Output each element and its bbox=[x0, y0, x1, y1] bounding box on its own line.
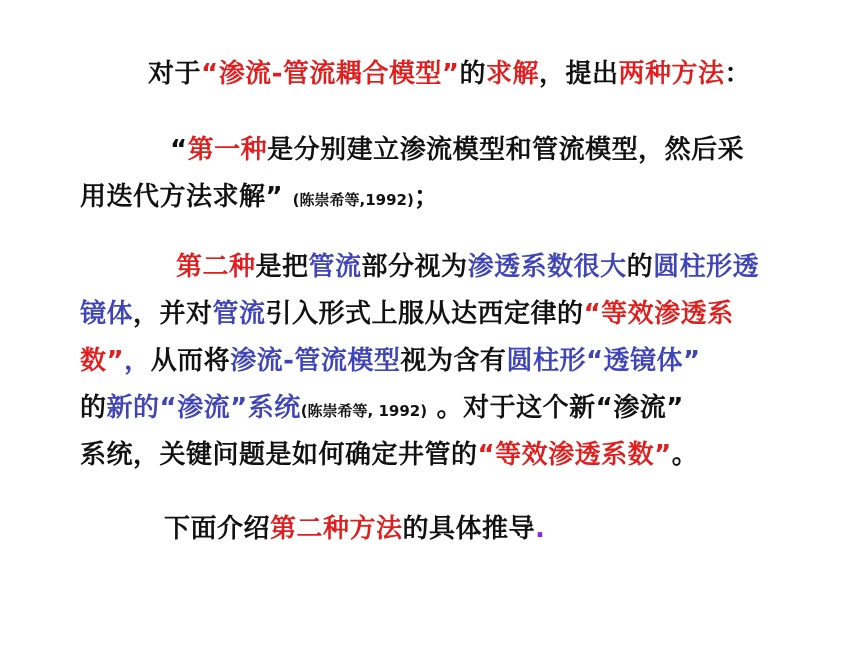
intro-colon: ： bbox=[724, 59, 752, 89]
intro-text: ，提出 bbox=[539, 59, 619, 89]
method2-text: 的 bbox=[80, 393, 107, 423]
equivalent-permeability-highlight: “等效渗透系 bbox=[583, 299, 734, 329]
coupled-model-highlight: 渗流-管流模型 bbox=[230, 346, 401, 376]
method2-line1 bbox=[176, 251, 759, 283]
method2-line4 bbox=[80, 392, 684, 427]
method2-line3 bbox=[80, 345, 701, 377]
lens-body-highlight: 镜体 bbox=[80, 299, 134, 329]
method2-end: 。 bbox=[671, 440, 699, 470]
comma-blue: ， bbox=[124, 346, 151, 376]
pipe-flow-highlight: 管流 bbox=[308, 252, 362, 282]
method1-end: ； bbox=[413, 182, 441, 212]
method2-text: 从而将 bbox=[150, 346, 231, 376]
method2-text: 是把 bbox=[255, 252, 309, 282]
lens-body-quoted-highlight: “透镜体” bbox=[585, 346, 701, 376]
two-methods-highlight: 两种方法 bbox=[618, 59, 725, 89]
citation: (陈崇希等, 1992) bbox=[300, 402, 428, 420]
method2-text: 视为含有 bbox=[400, 346, 507, 376]
first-method-label: 第一种 bbox=[187, 135, 268, 165]
intro-text: 对于 bbox=[148, 59, 202, 89]
closing-text: 下面介绍 bbox=[164, 514, 271, 544]
cylindrical-highlight: 圆柱形 bbox=[506, 346, 586, 376]
intro-line bbox=[148, 58, 751, 90]
method2-text: 的 bbox=[626, 252, 654, 282]
closing-period: . bbox=[535, 514, 546, 544]
method1-line1 bbox=[170, 134, 744, 166]
method2-text: 引入形式上服从达西定律的 bbox=[265, 299, 584, 329]
method2-text: 。对于这个新“渗流” bbox=[427, 393, 684, 423]
method1-line2 bbox=[80, 181, 440, 216]
intro-text: 的 bbox=[459, 59, 486, 89]
method2-text: 部分视为 bbox=[361, 252, 468, 282]
second-method-highlight: 第二种方法 bbox=[270, 514, 403, 544]
new-seepage-system-highlight: 新的“渗流”系统 bbox=[106, 393, 301, 423]
quote-mark: “ bbox=[170, 135, 188, 165]
pipe-flow-highlight: 管流 bbox=[212, 299, 266, 329]
solution-highlight: 求解 bbox=[486, 59, 540, 89]
second-method-label: 第二种 bbox=[176, 252, 256, 282]
method1-text: 是分别建立渗流模型和管流模型，然后采 bbox=[267, 135, 745, 165]
method2-text: ，并对 bbox=[133, 299, 213, 329]
method2-text: 系统，关键问题是如何确定井管的 bbox=[80, 440, 478, 470]
citation: (陈崇希等,1992) bbox=[292, 191, 414, 209]
cylindrical-lens-highlight: 圆柱形透 bbox=[653, 252, 760, 282]
closing-text: 的具体推导 bbox=[402, 514, 536, 544]
closing-line bbox=[164, 513, 545, 545]
high-permeability-highlight: 渗透系数很大 bbox=[467, 252, 627, 282]
equivalent-permeability-highlight: 数” bbox=[80, 346, 125, 376]
method1-text: 用迭代方法求解” bbox=[80, 182, 284, 212]
method2-line2 bbox=[80, 298, 734, 330]
method2-line5 bbox=[80, 439, 698, 471]
model-name-highlight: “渗流-管流耦合模型” bbox=[201, 59, 460, 89]
equivalent-permeability-highlight: “等效渗透系数” bbox=[477, 440, 672, 470]
